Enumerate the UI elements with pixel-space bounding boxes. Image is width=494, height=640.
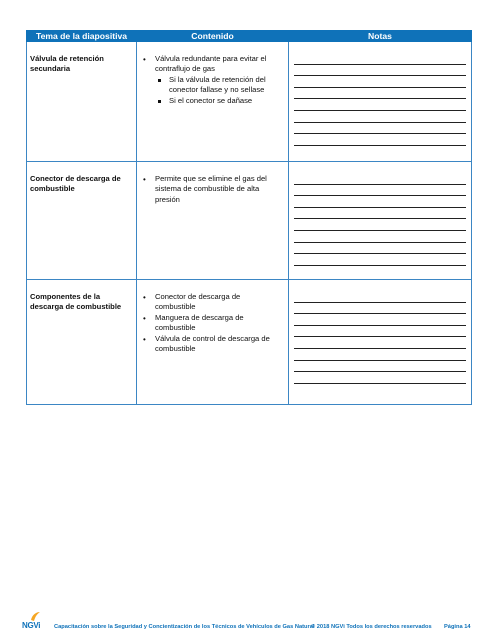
note-line bbox=[294, 303, 466, 315]
note-line bbox=[294, 372, 466, 384]
content-cell bbox=[137, 162, 289, 280]
bullet-item bbox=[143, 313, 284, 334]
table-row bbox=[27, 42, 472, 162]
header-content: Contenido bbox=[137, 31, 289, 42]
bullet-line: • Manguera de descarga de bbox=[155, 312, 244, 322]
topic-line: descarga de combustible bbox=[30, 302, 122, 312]
notes-cell[interactable] bbox=[289, 162, 472, 280]
bullet-item bbox=[143, 334, 284, 355]
note-line bbox=[294, 231, 466, 243]
content-cell bbox=[137, 42, 289, 162]
topic-line: Componentes de la bbox=[30, 292, 101, 301]
topic-line: Válvula de retención bbox=[30, 54, 104, 63]
note-line bbox=[294, 111, 466, 123]
topic-cell bbox=[27, 162, 137, 280]
bullet-item bbox=[143, 174, 284, 205]
note-line bbox=[294, 134, 466, 146]
sub-bullet-item bbox=[143, 96, 284, 106]
note-line bbox=[294, 65, 466, 77]
note-line bbox=[294, 254, 466, 266]
footer-title: Capacitación sobre la Seguridad y Concientización de los Técnicos de Vehículos de Gas Natural bbox=[54, 624, 315, 630]
bullet-item bbox=[143, 292, 284, 313]
note-line bbox=[294, 185, 466, 197]
topic-line: combustible bbox=[30, 184, 75, 194]
sub-bullet-line: conector fallase y no sellase bbox=[169, 85, 265, 95]
header-notes: Notas bbox=[289, 31, 472, 42]
bullet-line: • Conector de descarga de bbox=[155, 292, 241, 301]
sub-bullet-item bbox=[143, 75, 284, 96]
note-line bbox=[294, 349, 466, 361]
table-row bbox=[27, 280, 472, 405]
table-header-row bbox=[27, 31, 472, 42]
note-line bbox=[294, 196, 466, 208]
note-line bbox=[294, 243, 466, 255]
note-line bbox=[294, 76, 466, 88]
note-line bbox=[294, 208, 466, 220]
bullet-line: sistema de combustible de alta bbox=[155, 184, 260, 194]
note-line bbox=[294, 337, 466, 349]
ngvi-logo bbox=[22, 611, 46, 633]
bullet-line: combustible bbox=[155, 344, 196, 354]
header-topic: Tema de la diapositiva bbox=[27, 31, 137, 42]
bullet-item bbox=[143, 54, 284, 75]
note-line bbox=[294, 88, 466, 100]
notes-cell[interactable] bbox=[289, 280, 472, 405]
table-row bbox=[27, 162, 472, 280]
bullet-line: presión bbox=[155, 194, 180, 204]
topic-line: secundaria bbox=[30, 64, 71, 74]
note-line bbox=[294, 326, 466, 338]
sub-bullet-line: Si el conector se dañase bbox=[169, 95, 253, 105]
footer-copyright: © 2018 NGVi Todos los derechos reservados bbox=[311, 624, 432, 630]
bullet-line: combustible bbox=[155, 323, 196, 333]
note-line bbox=[294, 173, 466, 185]
topic-line: Conector de descarga de bbox=[30, 174, 121, 183]
topic-cell bbox=[27, 280, 137, 405]
slide-notes-table bbox=[26, 30, 472, 405]
sub-bullet-line: Si la válvula de retención del bbox=[169, 74, 266, 84]
notes-cell[interactable] bbox=[289, 42, 472, 162]
content-cell bbox=[137, 280, 289, 405]
note-line bbox=[294, 53, 466, 65]
note-line bbox=[294, 219, 466, 231]
page-number: Página 14 bbox=[444, 624, 471, 630]
page-footer bbox=[0, 608, 494, 638]
bullet-line: combustible bbox=[155, 302, 196, 312]
bullet-line: • Permite que se elimine el gas del bbox=[155, 174, 267, 183]
note-line bbox=[294, 314, 466, 326]
logo-text: NGVi bbox=[22, 621, 41, 630]
bullet-line: • Válvula redundante para evitar el bbox=[155, 54, 267, 63]
topic-cell bbox=[27, 42, 137, 162]
bullet-line: • Válvula de control de descarga de bbox=[155, 333, 270, 343]
note-line bbox=[294, 99, 466, 111]
note-line bbox=[294, 291, 466, 303]
bullet-line: contraflujo de gas bbox=[155, 64, 215, 74]
note-line bbox=[294, 361, 466, 373]
note-line bbox=[294, 123, 466, 135]
